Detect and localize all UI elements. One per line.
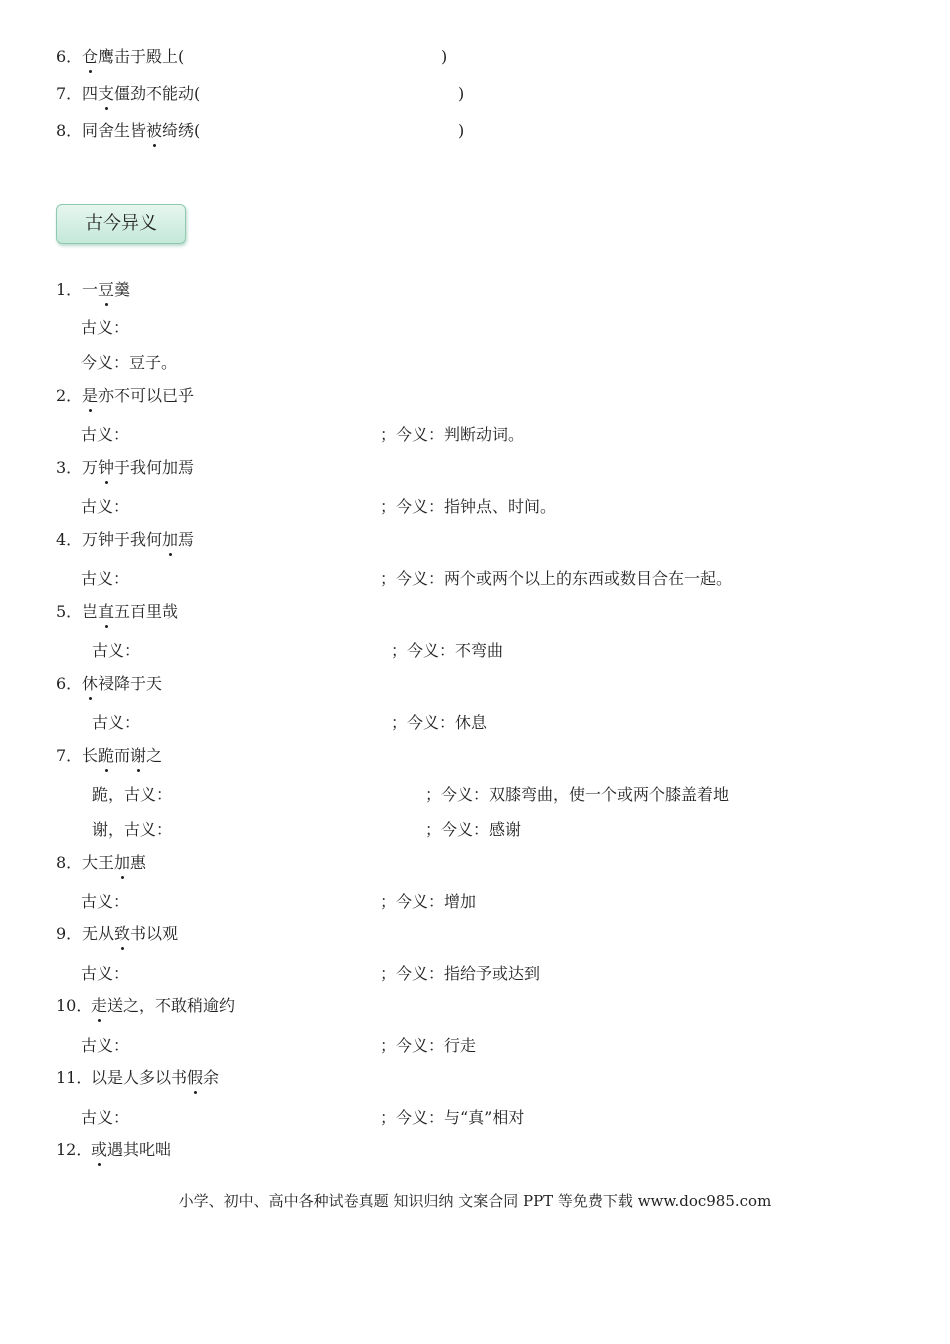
page-footer: 小学、初中、高中各种试卷真题 知识归纳 文案合同 PPT 等免费下载 www.doc985.com — [178, 1192, 772, 1210]
close-paren: ) — [458, 121, 465, 140]
dotted-char: 走 — [91, 996, 108, 1015]
dotted-char: 豆 — [98, 280, 115, 299]
item-text: 长跪而谢之 — [82, 746, 163, 765]
item-text: 休祲降于天 — [82, 674, 163, 693]
item-number: 12． — [56, 1140, 93, 1159]
dotted-char: 被 — [146, 121, 163, 140]
item-number: 1． — [56, 280, 83, 299]
dotted-char: 支 — [98, 84, 115, 103]
item-text: 万钟于我何加焉 — [82, 458, 195, 477]
close-paren: ) — [458, 84, 465, 103]
dotted-char: 假 — [187, 1068, 204, 1087]
item-text: 岂直五百里哉 — [82, 602, 179, 621]
item-number: 2． — [56, 386, 83, 405]
item-number: 6． — [56, 47, 83, 66]
item-text: 同舍生皆被绮绣( — [82, 121, 201, 140]
item-number: 7． — [56, 746, 83, 765]
item-text: 或遇其叱咄 — [91, 1140, 172, 1159]
dotted-char: 休 — [82, 674, 99, 693]
item-number: 6． — [56, 674, 83, 693]
dotted-char: 加 — [162, 530, 179, 549]
dotted-char: 跪 — [98, 746, 115, 765]
close-paren: ) — [441, 47, 448, 66]
item-number: 3． — [56, 458, 83, 477]
item-text: 万钟于我何加焉 — [82, 530, 195, 549]
dotted-char: 直 — [98, 602, 115, 621]
dotted-char: 谢 — [130, 746, 147, 765]
item-text: 一豆羹 — [82, 280, 131, 299]
item-number: 8． — [56, 121, 83, 140]
item-text: 仓鹰击于殿上( — [82, 47, 185, 66]
item-number: 9． — [56, 924, 83, 943]
item-number: 5． — [56, 602, 83, 621]
item-text: 大王加惠 — [82, 853, 147, 872]
item-text: 走送之，不敢稍逾约 — [91, 996, 236, 1015]
item-number: 7． — [56, 84, 83, 103]
item-text: 四支僵劲不能动( — [82, 84, 201, 103]
dotted-char: 加 — [114, 853, 131, 872]
item-text: 无从致书以观 — [82, 924, 179, 943]
dotted-char: 致 — [114, 924, 131, 943]
section-title: 古今异义 — [56, 204, 186, 244]
item-text: 是亦不可以已乎 — [82, 386, 195, 405]
dotted-char: 仓 — [82, 47, 99, 66]
dotted-char: 钟 — [98, 458, 115, 477]
dotted-char: 或 — [91, 1140, 108, 1159]
item-number: 8． — [56, 853, 83, 872]
dotted-char: 是 — [82, 386, 99, 405]
item-text: 以是人多以书假余 — [91, 1068, 220, 1087]
item-number: 11． — [56, 1068, 93, 1087]
item-number: 4． — [56, 530, 83, 549]
item-number: 10． — [56, 996, 93, 1015]
